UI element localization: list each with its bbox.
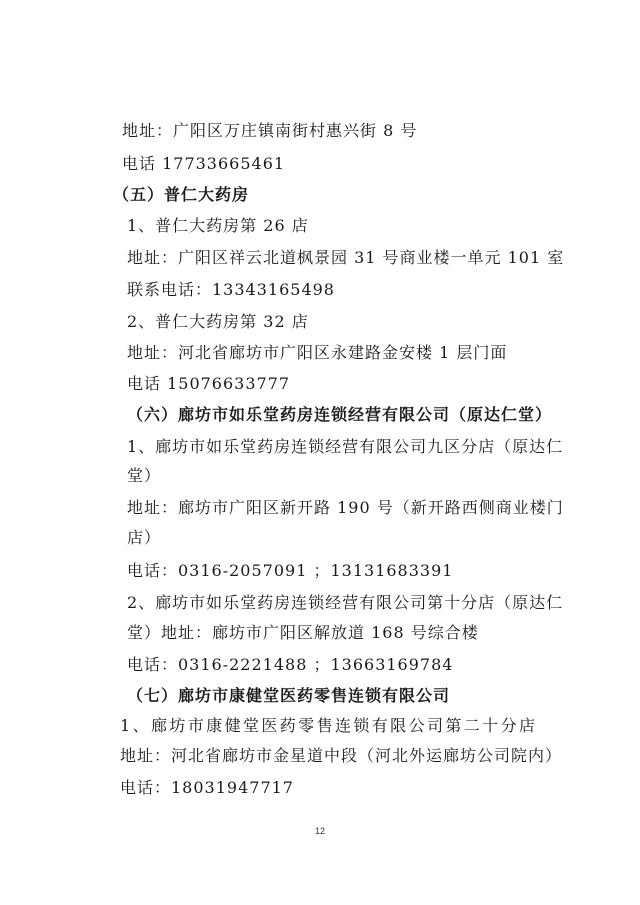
store-address-line: 堂）地址：廊坊市广阳区解放道 168 号综合楼 [127, 623, 479, 642]
address-line: 地址：河北省廊坊市金星道中段（河北外运廊坊公司院内） [120, 746, 563, 765]
page-number: 12 [314, 826, 325, 836]
address-line-cont: 店） [127, 528, 162, 547]
phone-line: 电话：18031947717 [120, 778, 294, 797]
store-name: 1、廊坊市康健堂医药零售连锁有限公司第二十分店 [120, 716, 538, 735]
section-heading: （五）普仁大药房 [113, 185, 250, 204]
address-line: 地址：广阳区万庄镇南街村惠兴街 8 号 [122, 121, 418, 140]
address-line: 地址：廊坊市广阳区新开路 190 号（新开路西侧商业楼门 [127, 498, 564, 517]
address-line: 地址：河北省廊坊市广阳区永建路金安楼 1 层门面 [127, 343, 508, 362]
store-name-cont: 堂） [127, 466, 162, 485]
store-name: 1、廊坊市如乐堂药房连锁经营有限公司九区分店（原达仁 [127, 437, 564, 456]
phone-line: 电话：0316-2057091 ；13131683391 [127, 561, 454, 580]
address-line: 地址：广阳区祥云北道枫景园 31 号商业楼一单元 101 室 [127, 248, 565, 267]
section-heading: （六）廊坊市如乐堂药房连锁经营有限公司（原达仁堂） [127, 405, 553, 424]
store-name: 2、廊坊市如乐堂药房连锁经营有限公司第十分店（原达仁 [127, 593, 564, 612]
phone-line: 电话 15076633777 [127, 374, 291, 393]
phone-line: 电话 17733665461 [122, 154, 286, 173]
phone-line: 电话：0316-2221488 ；13663169784 [127, 655, 454, 674]
section-heading: （七）廊坊市康健堂医药零售连锁有限公司 [127, 686, 451, 705]
store-name: 2、普仁大药房第 32 店 [127, 312, 309, 331]
store-name: 1、普仁大药房第 26 店 [127, 216, 309, 235]
phone-line: 联系电话：13343165498 [127, 280, 335, 299]
